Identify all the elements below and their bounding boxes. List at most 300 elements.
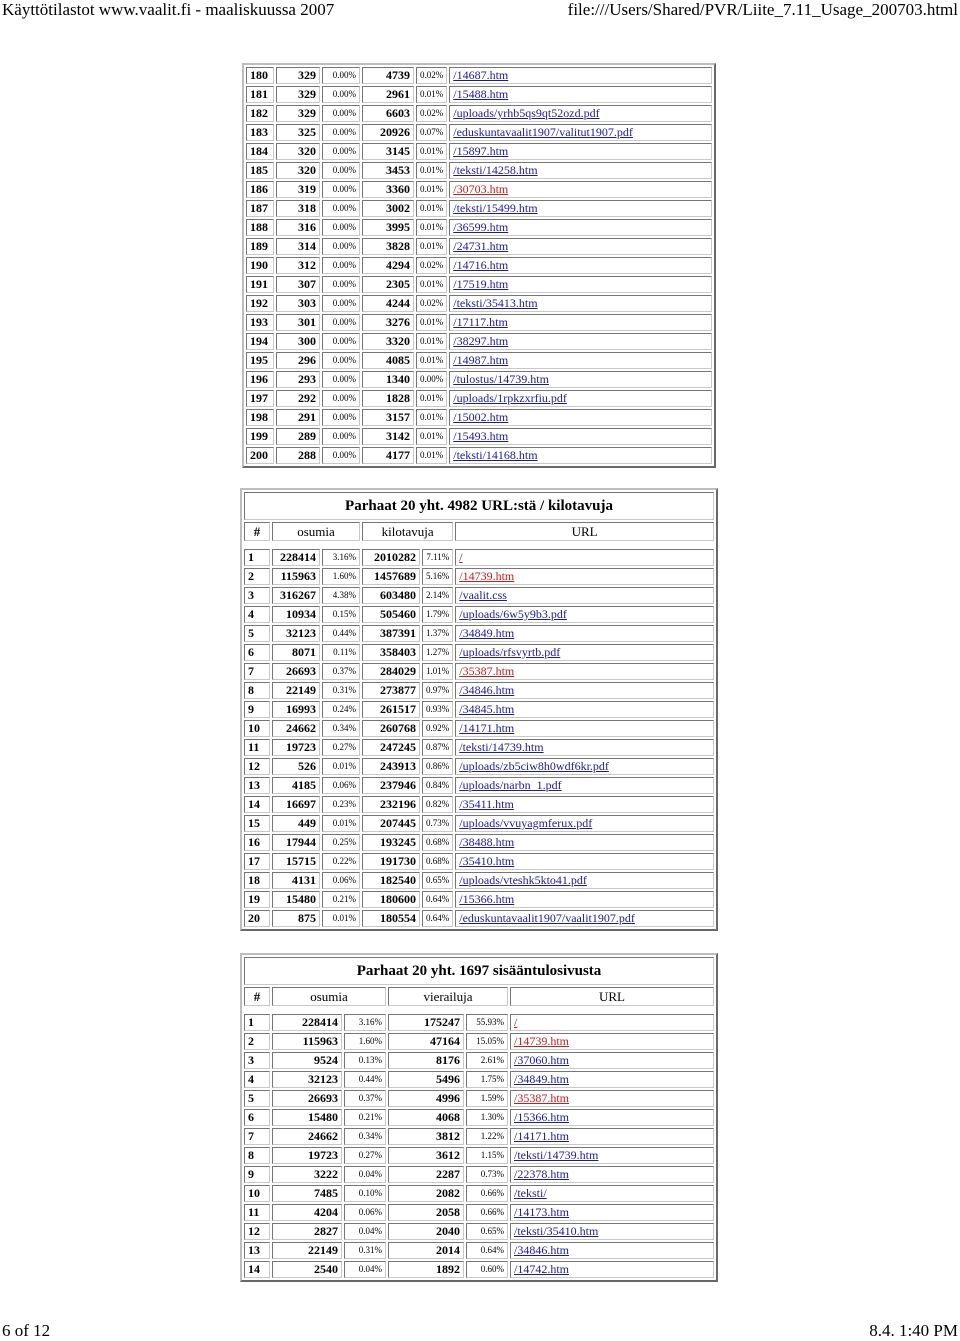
cell-hits: 115963 <box>272 568 320 585</box>
table-row <box>244 1261 714 1278</box>
url-link[interactable]: /15366.htm <box>459 892 515 906</box>
table-row <box>244 1242 714 1259</box>
cell-hits: 24662 <box>272 720 320 737</box>
cell-kilobytes-percent: 7.11% <box>422 549 453 566</box>
cell-hits: 228414 <box>272 549 320 566</box>
cell-url <box>455 834 714 851</box>
cell-kilobytes: 180554 <box>362 910 420 927</box>
cell-hits-percent: 0.00% <box>322 124 360 141</box>
table-title: Parhaat 20 yht. 1697 sisääntulosivusta <box>244 957 714 985</box>
cell-kilobytes: 284029 <box>362 663 420 680</box>
url-link[interactable]: /teksti/35410.htm <box>514 1224 599 1238</box>
cell-visits: 4996 <box>388 1090 464 1107</box>
cell-kilobytes: 387391 <box>362 625 420 642</box>
url-link[interactable]: /uploads/vvuyagmferux.pdf <box>459 816 593 830</box>
cell-rank: 11 <box>244 1204 270 1221</box>
url-link[interactable]: /14171.htm <box>459 721 515 735</box>
cell-hits: 320 <box>276 143 320 160</box>
cell-hits: 293 <box>276 371 320 388</box>
cell-hits-percent: 0.13% <box>344 1052 386 1069</box>
cell-kilobytes: 261517 <box>362 701 420 718</box>
cell-rank: 10 <box>244 720 270 737</box>
table-row <box>244 587 714 604</box>
cell-hits: 32123 <box>272 625 320 642</box>
url-link[interactable]: /34849.htm <box>514 1072 570 1086</box>
url-link[interactable]: /teksti/14168.htm <box>453 448 538 462</box>
cell-hits-percent: 0.00% <box>322 162 360 179</box>
cell-rank: 198 <box>246 409 274 426</box>
cell-hits: 291 <box>276 409 320 426</box>
cell-hits: 314 <box>276 238 320 255</box>
cell-kilobytes-percent: 1.27% <box>422 644 453 661</box>
cell-url <box>455 587 714 604</box>
table-row <box>246 238 712 255</box>
cell-hits-percent: 0.27% <box>344 1147 386 1164</box>
cell-url <box>449 105 712 122</box>
print-footer-page-number: 6 of 12 <box>2 1321 51 1340</box>
cell-kilobytes: 3002 <box>362 200 414 217</box>
url-link[interactable]: /14173.htm <box>514 1205 570 1219</box>
cell-url <box>510 1185 714 1202</box>
cell-hits-percent: 0.21% <box>344 1109 386 1126</box>
url-link[interactable]: /14739.htm <box>459 569 515 583</box>
url-link[interactable]: /uploads/6w5y9b3.pdf <box>459 607 567 621</box>
url-link[interactable]: /34845.htm <box>459 702 515 716</box>
cell-hits-percent: 0.34% <box>322 720 360 737</box>
cell-hits-percent: 0.27% <box>322 739 360 756</box>
table-row <box>244 1204 714 1221</box>
url-link[interactable]: /17519.htm <box>453 277 509 291</box>
cell-hits: 17944 <box>272 834 320 851</box>
url-link[interactable]: /15488.htm <box>453 87 509 101</box>
cell-kilobytes: 260768 <box>362 720 420 737</box>
cell-kilobytes-percent: 0.01% <box>416 162 447 179</box>
cell-rank: 1 <box>244 549 270 566</box>
cell-kilobytes: 3828 <box>362 238 414 255</box>
url-link[interactable]: /15493.htm <box>453 429 509 443</box>
cell-hits: 292 <box>276 390 320 407</box>
cell-kilobytes: 4294 <box>362 257 414 274</box>
cell-hits-percent: 0.01% <box>322 910 360 927</box>
cell-hits: 10934 <box>272 606 320 623</box>
cell-hits-percent: 0.00% <box>322 352 360 369</box>
cell-hits-percent: 0.00% <box>322 181 360 198</box>
url-link[interactable]: /teksti/14258.htm <box>453 163 538 177</box>
cell-visits-percent: 0.60% <box>466 1261 508 1278</box>
cell-hits-percent: 0.21% <box>322 891 360 908</box>
cell-kilobytes-percent: 0.01% <box>416 181 447 198</box>
cell-rank: 12 <box>244 1223 270 1240</box>
url-link[interactable]: /14716.htm <box>453 258 509 272</box>
cell-rank: 184 <box>246 143 274 160</box>
cell-hits-percent: 0.00% <box>322 447 360 464</box>
url-link[interactable]: /35387.htm <box>514 1091 570 1105</box>
cell-kilobytes: 182540 <box>362 872 420 889</box>
cell-rank: 186 <box>246 181 274 198</box>
cell-hits-percent: 0.15% <box>322 606 360 623</box>
cell-hits: 8071 <box>272 644 320 661</box>
url-link[interactable]: /14171.htm <box>514 1129 570 1143</box>
cell-url <box>449 219 712 236</box>
cell-url <box>455 910 714 927</box>
url-link[interactable]: /eduskuntavaalit1907/vaalit1907.pdf <box>459 911 635 925</box>
url-link[interactable]: /15002.htm <box>453 410 509 424</box>
cell-rank: 14 <box>244 796 270 813</box>
cell-kilobytes-percent: 0.87% <box>422 739 453 756</box>
cell-visits: 2014 <box>388 1242 464 1259</box>
cell-kilobytes: 4739 <box>362 67 414 84</box>
cell-hits: 2540 <box>272 1261 342 1278</box>
cell-kilobytes-percent: 1.01% <box>422 663 453 680</box>
cell-visits: 3812 <box>388 1128 464 1145</box>
cell-kilobytes-percent: 0.02% <box>416 257 447 274</box>
cell-url <box>510 1147 714 1164</box>
table-row <box>244 796 714 813</box>
cell-hits: 4131 <box>272 872 320 889</box>
url-link[interactable]: /15366.htm <box>514 1110 570 1124</box>
cell-kilobytes-percent: 0.01% <box>416 447 447 464</box>
cell-kilobytes: 4085 <box>362 352 414 369</box>
cell-kilobytes-percent: 0.07% <box>416 124 447 141</box>
cell-url <box>449 257 712 274</box>
column-header-hits: osumia <box>272 987 386 1006</box>
cell-kilobytes: 3320 <box>362 333 414 350</box>
cell-hits: 7485 <box>272 1185 342 1202</box>
cell-hits-percent: 0.00% <box>322 333 360 350</box>
cell-visits-percent: 55.93% <box>466 1014 508 1031</box>
cell-rank: 15 <box>244 815 270 832</box>
cell-visits: 47164 <box>388 1033 464 1050</box>
table-row <box>244 1033 714 1050</box>
cell-hits: 329 <box>276 105 320 122</box>
table-row <box>246 162 712 179</box>
cell-rank: 4 <box>244 1071 270 1088</box>
cell-url <box>510 1090 714 1107</box>
cell-url <box>449 238 712 255</box>
cell-hits: 449 <box>272 815 320 832</box>
cell-kilobytes: 207445 <box>362 815 420 832</box>
cell-visits-percent: 0.73% <box>466 1166 508 1183</box>
cell-kilobytes-percent: 0.73% <box>422 815 453 832</box>
cell-hits-percent: 0.22% <box>322 853 360 870</box>
cell-kilobytes: 3995 <box>362 219 414 236</box>
cell-kilobytes-percent: 0.01% <box>416 352 447 369</box>
cell-hits-percent: 0.04% <box>344 1166 386 1183</box>
cell-hits-percent: 0.11% <box>322 644 360 661</box>
cell-rank: 180 <box>246 67 274 84</box>
cell-kilobytes: 1340 <box>362 371 414 388</box>
url-link[interactable]: /uploads/vteshk5kto41.pdf <box>459 873 587 887</box>
cell-kilobytes-percent: 1.79% <box>422 606 453 623</box>
cell-rank: 185 <box>246 162 274 179</box>
cell-hits: 307 <box>276 276 320 293</box>
url-link[interactable]: /15897.htm <box>453 144 509 158</box>
cell-hits: 325 <box>276 124 320 141</box>
cell-hits: 312 <box>276 257 320 274</box>
url-link[interactable]: /38297.htm <box>453 334 509 348</box>
cell-visits-percent: 1.15% <box>466 1147 508 1164</box>
cell-visits-percent: 1.22% <box>466 1128 508 1145</box>
url-link[interactable]: /35387.htm <box>459 664 515 678</box>
cell-hits-percent: 1.60% <box>344 1033 386 1050</box>
cell-hits-percent: 0.01% <box>322 815 360 832</box>
url-link[interactable]: /34849.htm <box>459 626 515 640</box>
cell-hits: 300 <box>276 333 320 350</box>
cell-kilobytes-percent: 0.01% <box>416 333 447 350</box>
cell-visits: 5496 <box>388 1071 464 1088</box>
cell-url <box>455 739 714 756</box>
cell-kilobytes-percent: 0.01% <box>416 276 447 293</box>
cell-rank: 7 <box>244 663 270 680</box>
top-urls-by-kb-table <box>240 488 718 931</box>
cell-url <box>449 428 712 445</box>
url-link[interactable]: /37060.htm <box>514 1053 570 1067</box>
cell-kilobytes: 2961 <box>362 86 414 103</box>
table-row <box>246 390 712 407</box>
cell-url <box>510 1261 714 1278</box>
url-link[interactable]: /14687.htm <box>453 68 509 82</box>
cell-hits: 2827 <box>272 1223 342 1240</box>
cell-rank: 200 <box>246 447 274 464</box>
cell-kilobytes-percent: 0.01% <box>416 428 447 445</box>
url-link[interactable]: /teksti/35413.htm <box>453 296 538 310</box>
table-row <box>244 720 714 737</box>
url-link[interactable]: /24731.htm <box>453 239 509 253</box>
cell-hits-percent: 0.31% <box>322 682 360 699</box>
cell-hits-percent: 0.04% <box>344 1223 386 1240</box>
cell-hits-percent: 0.00% <box>322 409 360 426</box>
print-header-title: Käyttötilastot www.vaalit.fi - maaliskuussa 2007 <box>2 0 335 19</box>
url-link[interactable]: /teksti/15499.htm <box>453 201 538 215</box>
cell-hits: 24662 <box>272 1128 342 1145</box>
table-row <box>246 333 712 350</box>
cell-rank: 187 <box>246 200 274 217</box>
cell-hits-percent: 0.00% <box>322 238 360 255</box>
table-row <box>244 872 714 889</box>
url-link[interactable]: /35411.htm <box>459 797 514 811</box>
top-entry-pages-table <box>240 953 718 1282</box>
cell-rank: 3 <box>244 1052 270 1069</box>
table-row <box>246 428 712 445</box>
table-row <box>244 644 714 661</box>
url-link[interactable]: /teksti/ <box>514 1186 547 1200</box>
cell-hits: 9524 <box>272 1052 342 1069</box>
table-row <box>246 67 712 84</box>
table-row <box>246 295 712 312</box>
url-link[interactable]: /eduskuntavaalit1907/valitut1907.pdf <box>453 125 633 139</box>
table-row <box>244 1147 714 1164</box>
cell-hits: 22149 <box>272 682 320 699</box>
cell-hits-percent: 0.00% <box>322 105 360 122</box>
cell-hits-percent: 0.00% <box>322 314 360 331</box>
cell-url <box>449 390 712 407</box>
table-row <box>244 701 714 718</box>
cell-kilobytes: 247245 <box>362 739 420 756</box>
url-link[interactable]: /17117.htm <box>453 315 508 329</box>
cell-url <box>510 1242 714 1259</box>
cell-hits: 289 <box>276 428 320 445</box>
table-row <box>244 1223 714 1240</box>
url-link[interactable]: /14742.htm <box>514 1262 570 1276</box>
table-row <box>246 371 712 388</box>
cell-hits-percent: 0.00% <box>322 257 360 274</box>
cell-kilobytes: 4244 <box>362 295 414 312</box>
cell-kilobytes-percent: 0.01% <box>416 409 447 426</box>
cell-hits: 16697 <box>272 796 320 813</box>
cell-kilobytes-percent: 0.00% <box>416 371 447 388</box>
table-row <box>244 682 714 699</box>
cell-url <box>455 644 714 661</box>
table-row <box>244 891 714 908</box>
url-link[interactable]: /22378.htm <box>514 1167 570 1181</box>
table-row <box>244 777 714 794</box>
table-row <box>244 606 714 623</box>
cell-rank: 196 <box>246 371 274 388</box>
cell-visits: 4068 <box>388 1109 464 1126</box>
cell-hits-percent: 0.37% <box>344 1090 386 1107</box>
table-row <box>246 276 712 293</box>
cell-visits-percent: 0.66% <box>466 1204 508 1221</box>
print-header-file-path: file:///Users/Shared/PVR/Liite_7.11_Usage_200703.html <box>567 0 958 19</box>
table-row <box>244 549 714 566</box>
cell-url <box>455 720 714 737</box>
cell-kilobytes-percent: 0.01% <box>416 200 447 217</box>
url-link[interactable]: /uploads/yrhb5qs9qt52ozd.pdf <box>453 106 600 120</box>
url-link[interactable]: /tulostus/14739.htm <box>453 372 549 386</box>
url-link[interactable]: /35410.htm <box>459 854 515 868</box>
cell-url <box>455 777 714 794</box>
url-link[interactable]: /14739.htm <box>514 1034 570 1048</box>
cell-url <box>449 314 712 331</box>
cell-url <box>510 1128 714 1145</box>
cell-hits-percent: 0.00% <box>322 371 360 388</box>
url-link[interactable]: /uploads/zb5ciw8h0wdf6kr.pdf <box>459 759 609 773</box>
cell-kilobytes: 603480 <box>362 587 420 604</box>
cell-kilobytes: 4177 <box>362 447 414 464</box>
url-link[interactable]: / <box>459 550 463 564</box>
cell-visits-percent: 15.05% <box>466 1033 508 1050</box>
cell-hits-percent: 0.24% <box>322 701 360 718</box>
url-link[interactable]: /14987.htm <box>453 353 509 367</box>
cell-rank: 189 <box>246 238 274 255</box>
cell-url <box>449 352 712 369</box>
cell-rank: 20 <box>244 910 270 927</box>
cell-rank: 9 <box>244 701 270 718</box>
column-header-url: URL <box>510 987 714 1006</box>
cell-rank: 4 <box>244 606 270 623</box>
cell-rank: 8 <box>244 1147 270 1164</box>
cell-hits: 228414 <box>272 1014 342 1031</box>
table-row <box>246 143 712 160</box>
cell-hits: 329 <box>276 67 320 84</box>
cell-hits-percent: 0.00% <box>322 67 360 84</box>
cell-kilobytes-percent: 0.84% <box>422 777 453 794</box>
url-link[interactable]: /36599.htm <box>453 220 509 234</box>
url-link[interactable]: /teksti/14739.htm <box>459 740 544 754</box>
cell-kilobytes: 237946 <box>362 777 420 794</box>
cell-kilobytes-percent: 0.68% <box>422 853 453 870</box>
url-link[interactable]: /38488.htm <box>459 835 515 849</box>
cell-visits-percent: 2.61% <box>466 1052 508 1069</box>
cell-url <box>455 815 714 832</box>
cell-url <box>449 333 712 350</box>
cell-hits-percent: 0.00% <box>322 86 360 103</box>
cell-hits: 4185 <box>272 777 320 794</box>
column-header-rank: # <box>244 987 270 1006</box>
cell-url <box>455 549 714 566</box>
cell-rank: 188 <box>246 219 274 236</box>
cell-rank: 1 <box>244 1014 270 1031</box>
url-link[interactable]: /vaalit.css <box>459 588 507 602</box>
cell-hits: 115963 <box>272 1033 342 1050</box>
cell-url <box>455 872 714 889</box>
cell-rank: 13 <box>244 1242 270 1259</box>
url-link[interactable]: /34846.htm <box>459 683 515 697</box>
cell-url <box>455 606 714 623</box>
cell-url <box>449 371 712 388</box>
table-row <box>244 834 714 851</box>
cell-visits-percent: 1.30% <box>466 1109 508 1126</box>
url-link[interactable]: / <box>514 1015 518 1029</box>
table-row <box>244 625 714 642</box>
url-link[interactable]: /30703.htm <box>453 182 509 196</box>
url-link[interactable]: /uploads/rfsvyrtb.pdf <box>459 645 561 659</box>
cell-rank: 9 <box>244 1166 270 1183</box>
cell-rank: 181 <box>246 86 274 103</box>
column-header-url: URL <box>455 522 714 541</box>
cell-url <box>510 1204 714 1221</box>
cell-kilobytes: 3142 <box>362 428 414 445</box>
cell-kilobytes: 243913 <box>362 758 420 775</box>
cell-rank: 2 <box>244 1033 270 1050</box>
cell-kilobytes: 232196 <box>362 796 420 813</box>
cell-visits-percent: 1.59% <box>466 1090 508 1107</box>
cell-url <box>449 295 712 312</box>
cell-kilobytes-percent: 0.01% <box>416 143 447 160</box>
top-entry-pages-body <box>244 957 714 1278</box>
cell-hits-percent: 0.01% <box>322 758 360 775</box>
cell-hits-percent: 0.06% <box>344 1204 386 1221</box>
cell-hits: 15715 <box>272 853 320 870</box>
cell-hits: 4204 <box>272 1204 342 1221</box>
cell-hits-percent: 0.34% <box>344 1128 386 1145</box>
cell-hits-percent: 0.00% <box>322 219 360 236</box>
column-header-hits: osumia <box>272 522 360 541</box>
cell-url <box>449 276 712 293</box>
cell-url <box>455 625 714 642</box>
table-row <box>246 447 712 464</box>
cell-url <box>455 682 714 699</box>
cell-kilobytes: 191730 <box>362 853 420 870</box>
table-row <box>246 219 712 236</box>
cell-url <box>455 796 714 813</box>
url-link[interactable]: /uploads/narbn_1.pdf <box>459 778 562 792</box>
cell-kilobytes-percent: 0.01% <box>416 238 447 255</box>
cell-rank: 3 <box>244 587 270 604</box>
cell-kilobytes: 3360 <box>362 181 414 198</box>
cell-kilobytes-percent: 0.82% <box>422 796 453 813</box>
cell-rank: 192 <box>246 295 274 312</box>
cell-url <box>449 124 712 141</box>
cell-kilobytes-percent: 0.02% <box>416 295 447 312</box>
url-link[interactable]: /uploads/1rpkzxrfiu.pdf <box>453 391 567 405</box>
url-link[interactable]: /teksti/14739.htm <box>514 1148 599 1162</box>
table-row <box>246 181 712 198</box>
url-link[interactable]: /34846.htm <box>514 1243 570 1257</box>
cell-visits: 3612 <box>388 1147 464 1164</box>
column-header-kb: kilotavuja <box>362 522 453 541</box>
cell-hits: 318 <box>276 200 320 217</box>
